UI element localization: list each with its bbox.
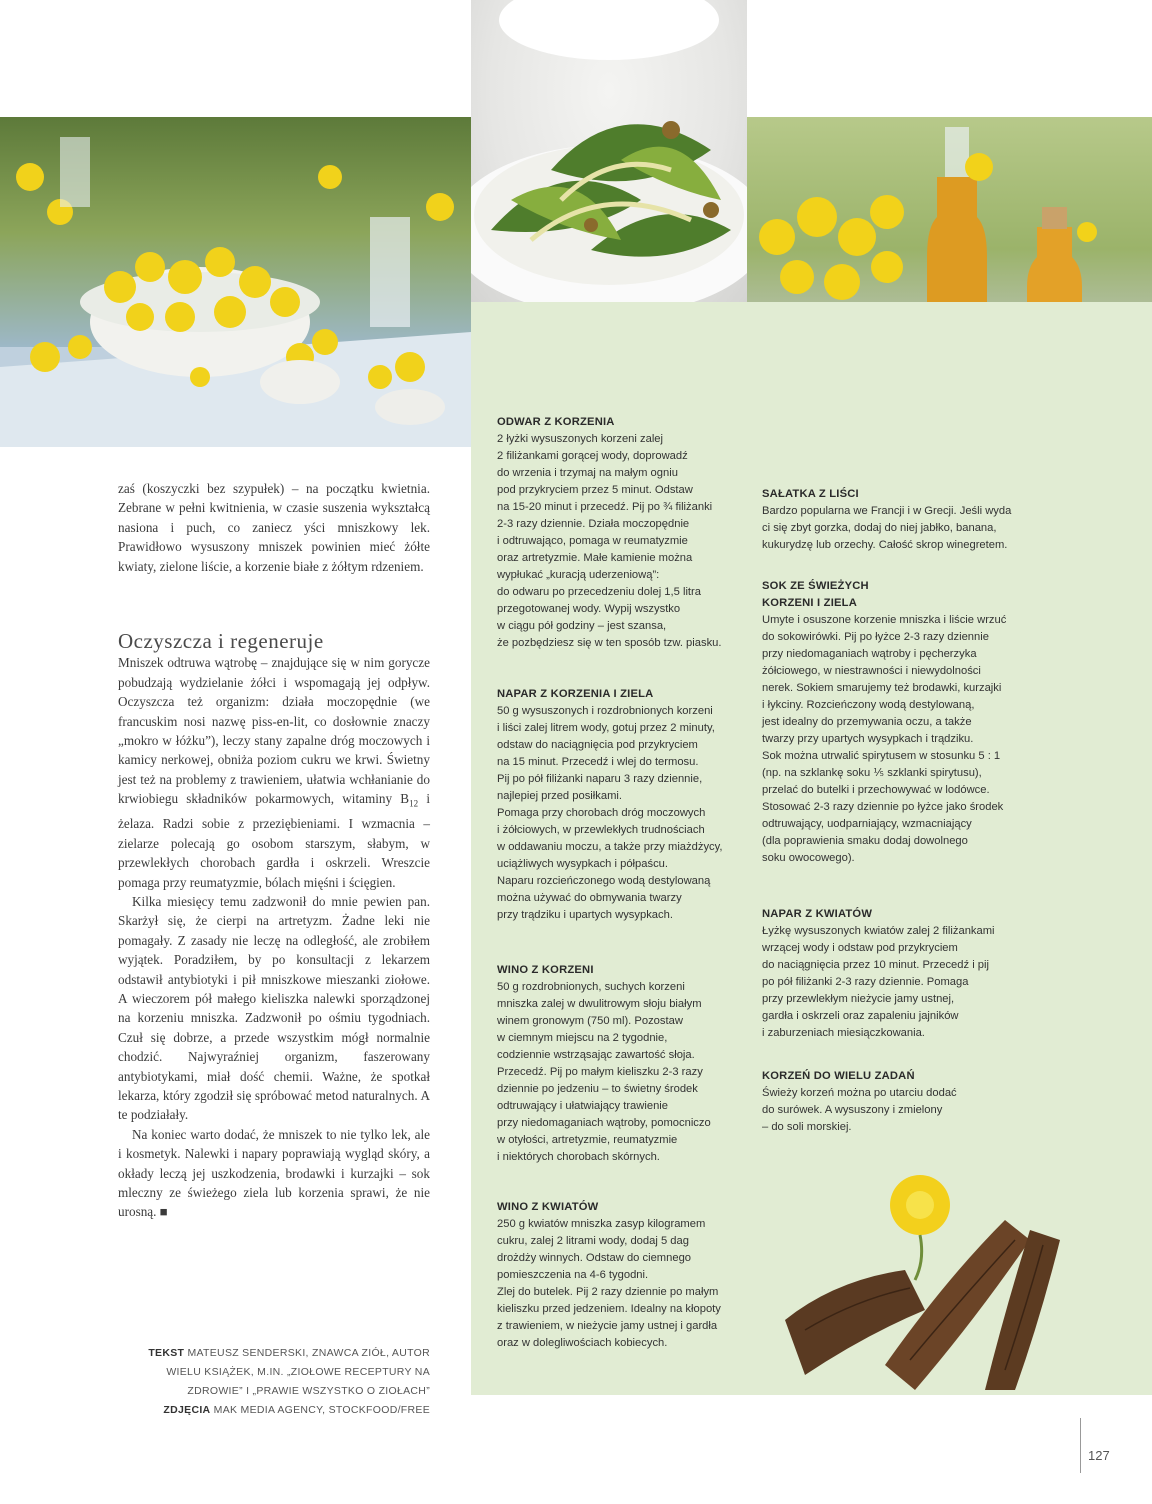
recipe-body: 50 g wysuszonych i rozdrobnionych korzeni i liści zalej litrem wody, gotuj przez 2 minuty, odstaw do naciągnięcia pod przykryciem na 15 minut. Przecedź i wlej do termosu. Pij po pół filiżanki naparu 3 razy dziennie, najlepiej przed posiłkami. Pomaga przy chorobach dróg moczowych i żółciowych, w przewlekłych trudnościach w oddawaniu moczu, a także przy miażdżycy, uciążliwych wysypkach i półpaścu. Naparu rozcieńczonego wodą destylowaną można używać do obmywania twarzy przy trądziku i upartych wysypkach. — [497, 705, 723, 921]
vitamin-subscript: 12 — [409, 798, 419, 809]
article-credits — [118, 1344, 430, 1420]
recipe-panel-extension — [747, 447, 1152, 477]
recipe-salatka — [762, 486, 1042, 554]
recipe-wino-kwiatow — [497, 1199, 747, 1352]
dandelion-table-photo — [0, 117, 471, 447]
page-number: 127 — [1088, 1448, 1110, 1463]
article-paragraph-1 — [118, 653, 430, 892]
recipe-title: NAPAR Z KORZENIA I ZIELA — [497, 688, 654, 700]
recipe-title: SOK ZE ŚWIEŻYCH KORZENI I ZIELA — [762, 580, 869, 609]
salad-illustration — [471, 0, 747, 302]
recipe-odwar — [497, 414, 747, 652]
recipe-title: WINO Z KWIATÓW — [497, 1201, 599, 1213]
recipe-body: Bardzo popularna we Francji i w Grecji. Jeśli wyda ci się zbyt gorzka, dodaj do niej jabłko, banana, kukurydzę lub orzechy. Całość skrop winegretem. — [762, 505, 1012, 551]
recipe-body: 250 g kwiatów mniszka zasyp kilogramem cukru, zalej 2 litrami wody, dodaj 5 dag drożdży winnych. Odstaw do ciemnego pomieszczenia na 4-6 tygodni. Zlej do butelek. Pij 2 razy dziennie po małym kieliszku przed jedzeniem. Idealny na kłopoty z trawieniem, w nieżycie jamy ustnej i gardła oraz w dolegliwościach kobiecych. — [497, 1218, 721, 1349]
dandelion-salad-photo — [471, 0, 747, 302]
recipe-title: ODWAR Z KORZENIA — [497, 416, 615, 428]
credits-photo-value: MAK MEDIA AGENCY, STOCKFOOD/FREE — [213, 1404, 430, 1416]
article-section — [118, 629, 430, 1222]
section-heading: Oczyszcza i regeneruje — [118, 629, 324, 653]
intro-paragraph: zaś (koszyczki bez szypułek) – na początku kwietnia. Zebrane w pełni kwitnienia, w czasie suszenia wykształcą nasiona i puch, co zaniecz yści mniszkowy lek. Prawidłowo wysuszony mniszek powinien mieć żółte kwiaty, zielone liście, a korzenie białe z żółtym rdzeniem. — [118, 481, 430, 574]
article-paragraph-3: Na koniec warto dodać, że mniszek to nie tylko lek, ale i kosmetyk. Nalewki i napary poprawiają wygląd skóry, a okłady leczą jej uszkodzenia, brodawki i kurzajki – sok mleczny ze świeżego ziela lub korzenia sprawi, że nie urosną. ■ — [118, 1126, 430, 1220]
dandelion-roots-photo — [775, 1160, 1075, 1390]
recipe-body: 2 łyżki wysuszonych korzeni zalej 2 filiżankami gorącej wody, doprowadź do wrzenia i trzymaj na małym ogniu pod przykryciem przez 5 minut. Odstaw na 15-20 minut i przecedź. Pij po ¾ filiżanki 2-3 razy dziennie. Działa moczopędnie i odtruwająco, pomaga w reumatyzmie oraz artretyzmie. Małe kamienie można wypłukać „kuracją uderzeniową”: do odwaru po przecedzeniu dolej 1,5 litra przegotowanej wody. Wypij wszystko w ciągu pół godziny – jest szansa, że pozbędziesz się w ten sposób tzw. piasku. — [497, 433, 722, 649]
recipe-body: Łyżkę wysuszonych kwiatów zalej 2 filiżankami wrzącej wody i odstaw pod przykryciem do naciągnięcia przez 10 minut. Przecedź i pij po pół filiżanki 2-3 razy dziennie. Pomaga przy przewlekłym nieżycie jamy ustnej, gardła i oskrzeli oraz zapaleniu jajników i zaburzeniach miesiączkowania. — [762, 925, 995, 1039]
recipe-body: Świeży korzeń można po utarciu dodać do surówek. A wysuszony i zmielony – do soli morskiej. — [762, 1087, 957, 1133]
recipe-wino-korzeni — [497, 962, 747, 1166]
recipe-napar-kwiatow — [762, 906, 1042, 1042]
article-paragraph-2: Kilka miesięcy temu zadzwonił do mnie pewien pan. Skarżył się, że cierpi na artretyzm. Żadne leki nie pomagały. Z zasady nie leczę na odległość, ale zrobiłem wyjątek. Poradziłem, by po konsultacji z lekarzem odstawił antybiotyki i pił mniszkowe mieszanki ziołowe. A wieczorem pół małego kieliszka nalewki sporządzonej na korzeniu mniszka. Zadzwonił po ośmiu tygodniach. Czuł się dobrze, a przede wszystkim mógł normalnie chodzić. Najwyraźniej organizm, faszerowany antybiotykami, miał dość chemii. Ważne, że spotkał lekarza, który zgodził się spróbować metod naturalnych. A te podziałały. — [118, 893, 430, 1123]
page-number-rule — [1080, 1418, 1081, 1473]
recipe-napar-korzenia — [497, 686, 747, 924]
recipe-body: Umyte i osuszone korzenie mniszka i liście wrzuć do sokowirówki. Pij po łyżce 2-3 razy dziennie przy niedomaganiach wątroby i pęcherzyka żółciowego, w niestrawności i niewydolności nerek. Sokiem smarujemy też brodawki, kurzajki i łykciny. Rozcieńczony wodą destylowaną, jest idealny do przemywania oczu, a także twarzy przy upartych wysypkach i trądziku. Sok można utrwalić spirytusem w stosunku 5 : 1 (np. na szklankę soku ⅕ szklanki spirytusu), przelać do butelki i przechowywać w lodówce. Stosować 2-3 razy dziennie po łyżce jako środek odtruwający, uodparniający, wzmacniający (dla poprawienia smaku dodaj dowolnego soku owocowego). — [762, 614, 1007, 864]
credits-text-value: MATEUSZ SENDERSKI, ZNAWCA ZIÓŁ, AUTOR WIELU KSIĄŻEK, M.IN. „ZIOŁOWE RECEPTURY NA ZDROWIE” I „PRAWIE WSZYSTKO O ZIOŁACH” — [166, 1347, 430, 1397]
recipe-sok — [762, 578, 1042, 867]
dandelion-table-illustration — [0, 117, 471, 447]
credits-text-label: TEKST — [148, 1347, 185, 1359]
paragraph-1-end: i żelaza. Radzi sobie z przeziębieniami. I wzmacnia – zielarze polecają go osobom starszym, słabym, w przewlekłych chorobach gardła i oskrzeli. Wreszcie pomaga przy reumatyzmie, bólach mięśni i ścięgien. — [118, 791, 430, 890]
recipe-korzen — [762, 1068, 1042, 1136]
recipe-title: WINO Z KORZENI — [497, 964, 594, 976]
recipe-title: SAŁATKA Z LIŚCI — [762, 488, 859, 500]
recipe-title: NAPAR Z KWIATÓW — [762, 908, 873, 920]
recipe-title: KORZEŃ DO WIELU ZADAŃ — [762, 1070, 915, 1082]
credits-photo-label: ZDJĘCIA — [163, 1404, 211, 1416]
paragraph-1-text: Mniszek odtruwa wątrobę – znajdujące się w nim gorycze pobudzają wydzielanie żółci i wspomagają jej odpływ. Oczyszcza też organizm: działa moczopędnie (we francuskim nosi nazwę piss-en-lit, co dosłownie znaczy „mokro w łóżku”), leczy stany zapalne dróg moczowych i kamicy nerkowej, obniża poziom cukru we krwi. Świetny jest też na problemy z trawieniem, ułatwia wchłanianie do krwiobiegu składników pokarmowych, witaminy B — [118, 655, 430, 807]
recipe-body: 50 g rozdrobnionych, suchych korzeni mniszka zalej w dwulitrowym słoju białym winem gronowym (750 ml). Pozostaw w ciemnym miejscu na 2 tygodnie, codziennie wstrząsając zawartość słoja. Przecedź. Pij po małym kieliszku 2-3 razy dziennie po jedzeniu – to świetny środek odtruwający i ułatwiający trawienie przy niedomaganiach wątroby, pomocniczo w otyłości, artretyzmie, reumatyzmie i niektórych chorobach skórnych. — [497, 981, 711, 1163]
roots-illustration — [775, 1160, 1075, 1390]
intro-column — [118, 479, 430, 576]
